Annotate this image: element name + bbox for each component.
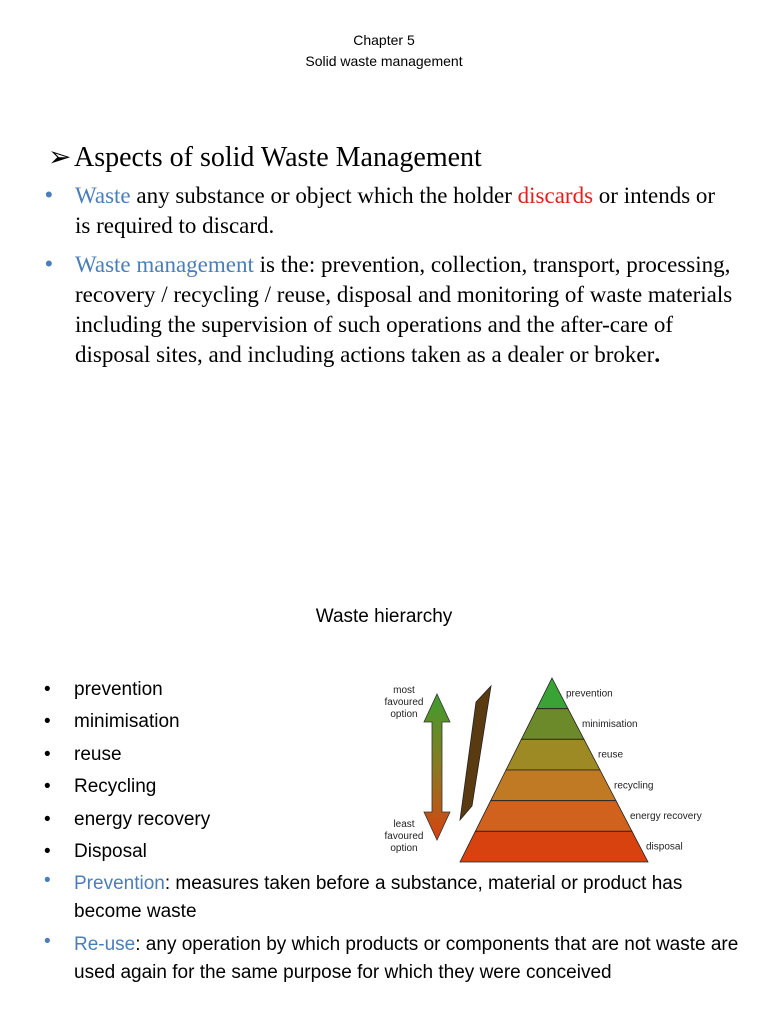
top-label-line: option [390,709,418,720]
bullet-icon: • [44,808,51,830]
pyramid-level-reuse [506,739,600,770]
list-item [44,676,210,708]
waste-management-period: . [654,342,661,367]
bullet-icon: • [44,776,51,798]
bullet-icon: • [44,931,51,952]
bullet-icon: • [45,182,53,207]
waste-definition-text: any substance or object which the holder [130,183,518,208]
pyramid-label-recycling: recycling [614,780,654,792]
list-item [44,773,210,805]
list-item-label: Disposal [74,840,147,862]
waste-definition-text-end: or intends or is required to discard. [75,183,716,238]
pyramid-side-face [460,686,491,820]
bullet-icon: • [44,870,51,891]
definition-prevention [74,870,744,926]
section-heading [48,140,482,174]
waste-hierarchy-diagram [370,672,730,872]
hierarchy-list [44,676,210,870]
section-heading-text: Aspects of solid Waste Management [74,142,482,173]
term-waste-management: Waste management [75,252,254,277]
term-waste: Waste [75,183,131,208]
term-discards: discards [517,183,594,208]
pyramid-label-reuse: reuse [598,749,624,761]
top-label-line: most [393,685,415,696]
pyramid-level-prevention [537,678,568,709]
arrow-bullet-icon: ➢ [48,142,72,173]
pyramid [460,678,648,862]
bullet-icon: • [44,743,51,765]
list-item-label: Recycling [74,776,157,798]
pyramid-level-minimisation [521,709,584,740]
list-item-label: reuse [74,743,122,765]
double-arrow-icon [424,694,450,840]
chapter-label: Chapter 5 [353,32,415,48]
pyramid-label-minimisation: minimisation [582,719,638,730]
bullet-icon: • [44,840,51,862]
bullet-icon: • [45,251,53,276]
top-label-line: favoured [384,697,424,708]
pyramid-label-disposal: disposal [646,841,683,853]
bottom-label-line: least [393,819,415,830]
hierarchy-title: Waste hierarchy [315,606,453,627]
waste-management-text: is the: prevention, collection, transport, processing, recovery / recycling / reuse, disposal and monitoring of waste materials including the supervision of such operations and the after-care of disposal sites, and including actions taken as a dealer or broker [75,252,733,367]
list-item-label: minimisation [74,711,180,733]
pyramid-label-energy-recovery: energy recovery [630,811,702,822]
definition-reuse [74,931,744,987]
definition-text: : measures taken before a substance, material or product has become waste [74,873,683,922]
pyramid-label-prevention: prevention [566,688,613,700]
term-reuse: Re-use [74,934,136,955]
pyramid-level-disposal [460,831,648,862]
bullet-icon: • [44,711,51,733]
list-item-label: prevention [74,679,163,700]
list-item [44,806,210,838]
arrow-labels [385,685,424,854]
waste-management-definition [75,250,735,370]
bottom-label-line: option [390,843,418,854]
pyramid-level-recycling [491,770,616,801]
list-item [44,741,210,773]
chapter-title: Solid waste management [305,53,463,69]
list-item [44,838,210,870]
bullet-icon: • [44,679,51,700]
pyramid-level-energy-recovery [475,801,632,832]
list-item-label: energy recovery [74,808,211,830]
bottom-label-line: favoured [384,831,424,842]
page-header [0,30,768,72]
list-item [44,708,210,740]
definition-text: : any operation by which products or components that are not waste are used again for the same purpose for which they were conceived [74,934,739,983]
waste-definition [75,181,735,241]
term-prevention: Prevention [74,873,165,894]
